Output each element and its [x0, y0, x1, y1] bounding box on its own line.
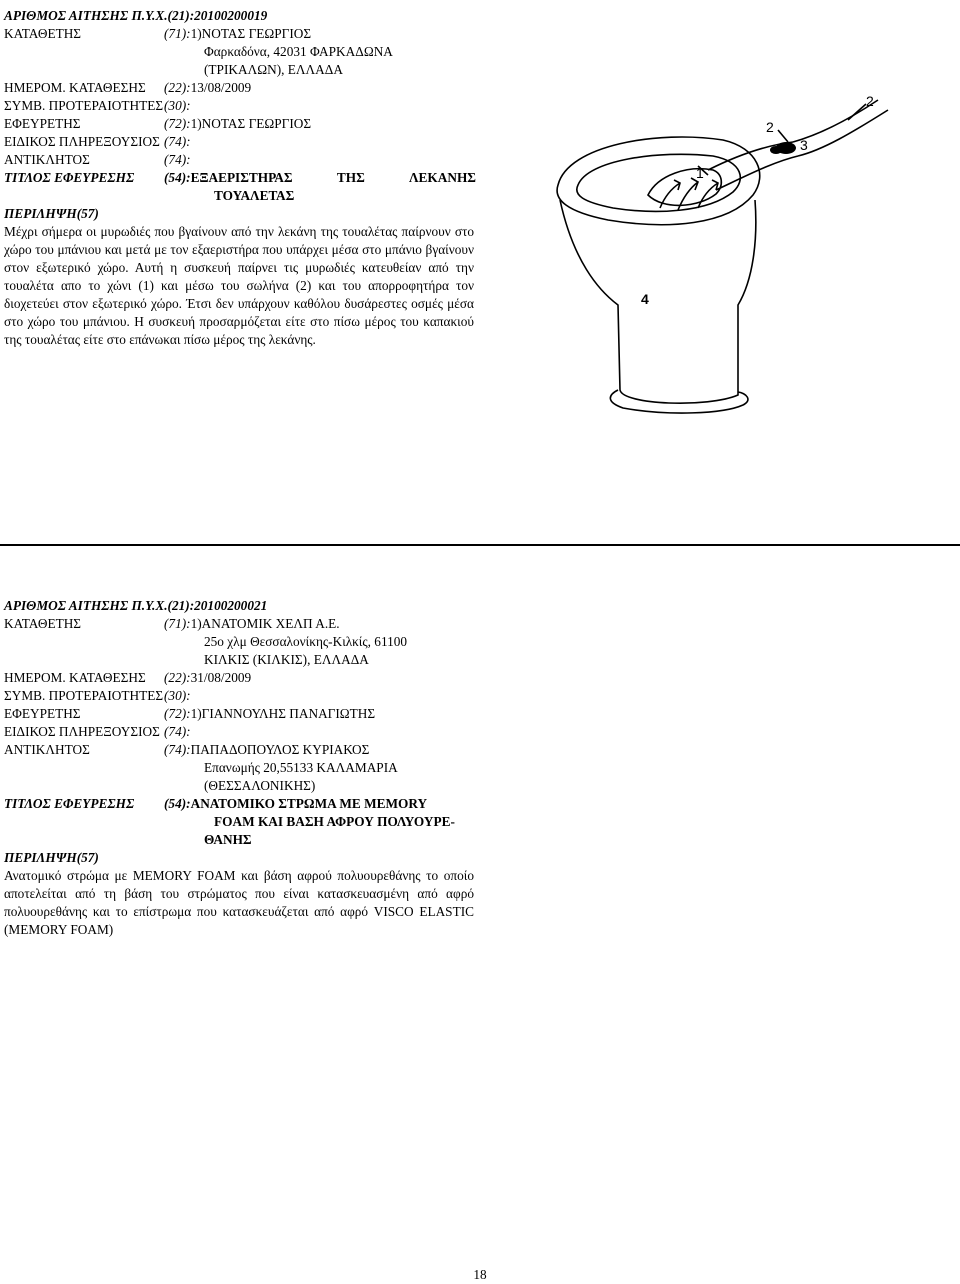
agent-code: (74): — [164, 134, 191, 149]
applicant-label: ΚΑΤΑΘΕΤΗΣ — [4, 26, 82, 41]
representative-row — [4, 151, 476, 169]
section-divider — [0, 544, 960, 546]
filing-date-code: (22): — [164, 670, 191, 685]
abstract-text: Μέχρι σήμερα οι μυρωδιές που βγαίνουν από την λεκάνη της τουαλέτας παίρνουν στο χώρο του μπάνιου και μετά με τον εξαεριστήρα που υπάρχει μέσα στο μπάνιο βγαίνουν στον εξωτερικό χώρο. Αυτή η συσκευή παίρνει τις μυρωδιές κατευθείαν από την τουαλέτα απο το χώνι (1) και μέσω του σωλήνα (2) και του απορροφητήρα τον διοχετεύει στον εξωτερικό χώρο. Έτσι δεν υπάρχουν καθόλου δυσάρεστες οσμές μέσα στο χώρο του μπάνιου. Η συσκευή προσαρμόζεται είτε στο πίσω μέρος του καπακιού της τουαλέτας είτε στο επάνωκαι πίσω μέρος της λεκάνης. — [4, 224, 474, 347]
title-line-2: FOAM ΚΑΙ ΒΑΣΗ ΑΦΡΟΥ ΠΟΛΥΟΥΡΕ- — [214, 814, 455, 829]
title-label: ΤΙΤΛΟΣ ΕΦΕΥΡΕΣΗΣ — [4, 170, 135, 185]
inventor-label: ΕΦΕΥΡΕΤΗΣ — [4, 706, 81, 721]
title-row — [4, 169, 476, 187]
applicant-label: ΚΑΤΑΘΕΤΗΣ — [4, 616, 82, 631]
patent-entry-1 — [4, 7, 476, 349]
inventor-row — [4, 705, 476, 723]
funnel — [648, 169, 721, 206]
representative-row — [4, 741, 476, 759]
title-code: (54): — [164, 796, 191, 811]
abstract-heading: ΠΕΡΙΛΗΨΗ(57) — [4, 206, 99, 221]
applicant-value: 1)ΑΝΑΤΟΜΙΚ ΧΕΛΠ Α.Ε. — [190, 616, 340, 631]
toilet-ventilator-drawing — [548, 90, 948, 420]
representative-code: (74): — [164, 742, 191, 757]
bowl-base — [610, 390, 748, 413]
applicant-code: (71): — [164, 26, 191, 41]
inventor-code: (72): — [164, 706, 191, 721]
title-line-3: ΘΑΝΗΣ — [204, 832, 252, 847]
representative-address-line-1: Επανωμής 20,55133 ΚΑΛΑΜΑΡΙΑ — [204, 760, 398, 775]
inventor-value: 1)ΓΙΑΝΝΟΥΛΗΣ ΠΑΝΑΓΙΩΤΗΣ — [190, 706, 376, 721]
application-number-line — [4, 597, 476, 615]
title-word-3: ΛΕΚΑΝΗΣ — [409, 170, 476, 185]
priority-row — [4, 97, 476, 115]
figure-label-3: 3 — [800, 137, 808, 153]
figure-label-2b: 2 — [866, 93, 874, 109]
agent-code: (74): — [164, 724, 191, 739]
applicant-row — [4, 25, 476, 43]
abstract-text: Ανατομικό στρώμα με MEMORY FOAM και βάση αφρού πολυουρεθάνης το οποίο αποτελείται από τη βάση του στρώματος που είναι κατασκευασμένη από αφρό πολυουρεθάνης και το επίστρωμα που κατασκευάζεται από αφρό VISCO ELASTIC (MEMORY FOAM) — [4, 868, 474, 937]
title-word-2: ΤΗΣ — [336, 170, 365, 185]
inventor-value: 1)ΝΟΤΑΣ ΓΕΩΡΓΙΟΣ — [190, 116, 312, 131]
applicant-row — [4, 615, 476, 633]
priority-code: (30): — [164, 688, 191, 703]
inventor-row — [4, 115, 476, 133]
representative-label: ΑΝΤΙΚΛΗΤΟΣ — [4, 742, 90, 757]
representative-value: ΠΑΠΑΔΟΠΟΥΛΟΣ ΚΥΡΙΑΚΟΣ — [190, 742, 370, 757]
title-word-1: ΕΞΑΕΡΙΣΤΗΡΑΣ — [190, 170, 293, 185]
title-row — [4, 795, 476, 813]
figure-label-2: 2 — [766, 119, 774, 135]
priority-row — [4, 687, 476, 705]
title-label: ΤΙΤΛΟΣ ΕΦΕΥΡΕΣΗΣ — [4, 796, 135, 811]
filing-date-row — [4, 669, 476, 687]
application-number: 20100200019 — [194, 8, 268, 23]
agent-row — [4, 723, 476, 741]
representative-label: ΑΝΤΙΚΛΗΤΟΣ — [4, 152, 90, 167]
bowl-body — [560, 200, 756, 403]
patent-entry-2 — [4, 597, 476, 939]
priority-label: ΣΥΜΒ. ΠΡΟΤΕΡΑΙΟΤΗΤΕΣ — [4, 98, 164, 113]
applicant-code: (71): — [164, 616, 191, 631]
agent-label: ΕΙΔΙΚΟΣ ΠΛΗΡΕΞΟΥΣΙΟΣ — [4, 134, 160, 149]
application-number-label: ΑΡΙΘΜΟΣ ΑΙΤΗΣΗΣ Π.Υ.Χ.(21): — [4, 598, 195, 613]
application-number-line — [4, 7, 476, 25]
title-line-2: ΤΟΥΑΛΕΤΑΣ — [214, 188, 295, 203]
abstract-heading: ΠΕΡΙΛΗΨΗ(57) — [4, 850, 99, 865]
leader-line — [778, 130, 788, 142]
inventor-label: ΕΦΕΥΡΕΤΗΣ — [4, 116, 81, 131]
agent-label: ΕΙΔΙΚΟΣ ΠΛΗΡΕΞΟΥΣΙΟΣ — [4, 724, 160, 739]
title-code: (54): — [164, 170, 191, 185]
title-first-line — [191, 169, 476, 187]
filing-date-value: 13/08/2009 — [190, 80, 252, 95]
exhaust-fan — [770, 142, 796, 154]
applicant-address-line-1: 25ο χλμ Θεσσαλονίκης-Κιλκίς, 61100 — [204, 634, 408, 649]
applicant-address-line-1: Φαρκαδόνα, 42031 ΦΑΡΚΑΔΩΝΑ — [204, 44, 393, 59]
filing-date-code: (22): — [164, 80, 191, 95]
priority-label: ΣΥΜΒ. ΠΡΟΤΕΡΑΙΟΤΗΤΕΣ — [4, 688, 164, 703]
application-number: 20100200021 — [194, 598, 268, 613]
agent-row — [4, 133, 476, 151]
inventor-code: (72): — [164, 116, 191, 131]
application-number-label: ΑΡΙΘΜΟΣ ΑΙΤΗΣΗΣ Π.Υ.Χ.(21): — [4, 8, 195, 23]
figure-label-4: 4 — [641, 291, 649, 307]
applicant-address-line-2: (ΤΡΙΚΑΛΩΝ), ΕΛΛΑΔΑ — [204, 62, 343, 77]
priority-code: (30): — [164, 98, 191, 113]
figure-label-1: 1 — [696, 165, 704, 181]
representative-address-line-2: (ΘΕΣΣΑΛΟΝΙΚΗΣ) — [204, 778, 316, 793]
representative-code: (74): — [164, 152, 191, 167]
leader-line — [848, 104, 866, 120]
filing-date-label: ΗΜΕΡΟΜ. ΚΑΤΑΘΕΣΗΣ — [4, 80, 146, 95]
page-number: 18 — [473, 1267, 487, 1282]
applicant-address-line-2: ΚΙΛΚΙΣ (ΚΙΛΚΙΣ), ΕΛΛΑΔΑ — [204, 652, 369, 667]
title-line-1: ΑΝΑΤΟΜΙΚΟ ΣΤΡΩΜΑ ΜΕ MEMORY — [190, 796, 428, 811]
filing-date-row — [4, 79, 476, 97]
filing-date-value: 31/08/2009 — [190, 670, 252, 685]
filing-date-label: ΗΜΕΡΟΜ. ΚΑΤΑΘΕΣΗΣ — [4, 670, 146, 685]
applicant-value: 1)ΝΟΤΑΣ ΓΕΩΡΓΙΟΣ — [190, 26, 312, 41]
